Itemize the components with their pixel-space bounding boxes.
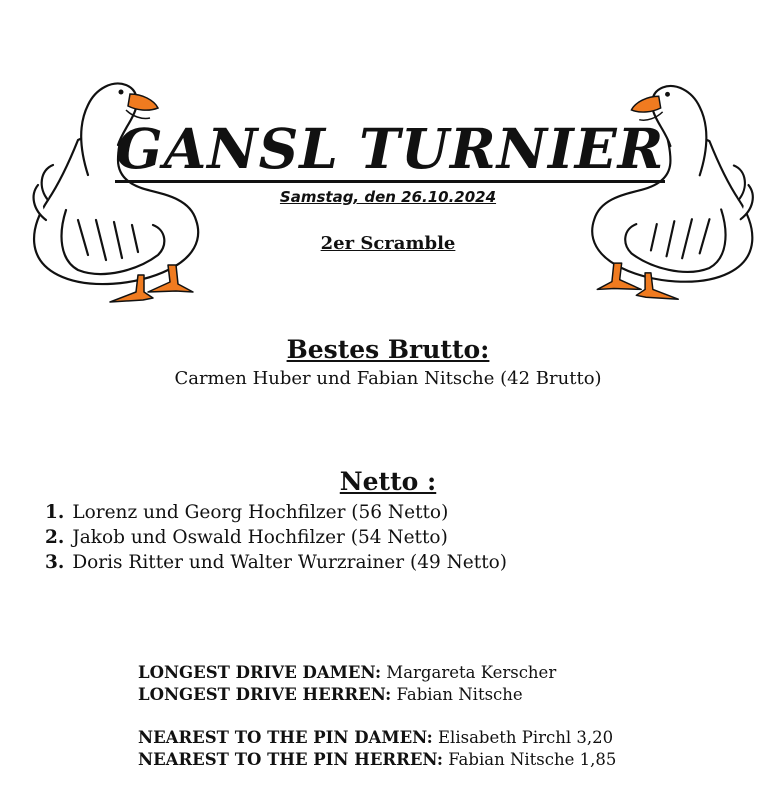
netto-result-text: Doris Ritter und Walter Wurzrainer (49 Netto) — [72, 552, 507, 573]
netto-result-item — [45, 500, 507, 525]
event-format: 2er Scramble — [320, 233, 456, 254]
nearest-pin-herren-row — [138, 749, 616, 771]
netto-rank: 3. — [45, 552, 65, 573]
netto-result-item — [45, 550, 507, 575]
longest-drive-damen-label: LONGEST DRIVE DAMEN: — [138, 663, 382, 682]
longest-drive-herren-label: LONGEST DRIVE HERREN: — [138, 685, 392, 704]
nearest-pin-herren-value: Fabian Nitsche 1,85 — [442, 750, 617, 769]
netto-heading: Netto : — [339, 467, 437, 496]
nearest-pin-damen-label: NEAREST TO THE PIN DAMEN: — [138, 728, 433, 747]
netto-results-list — [45, 500, 507, 575]
brutto-winner: Carmen Huber und Fabian Nitsche (42 Brutto) — [174, 368, 602, 389]
nearest-pin-damen-value: Elisabeth Pirchl 3,20 — [432, 728, 614, 747]
event-date: Samstag, den 26.10.2024 — [279, 188, 497, 206]
special-prizes — [138, 662, 616, 771]
longest-drive-herren-row — [138, 684, 616, 706]
spacer — [138, 706, 616, 727]
longest-drive-herren-value: Fabian Nitsche — [391, 685, 523, 704]
netto-rank: 1. — [45, 502, 65, 523]
netto-rank: 2. — [45, 527, 65, 548]
longest-drive-damen-row — [138, 662, 616, 684]
netto-result-text: Jakob und Oswald Hochfilzer (54 Netto) — [72, 527, 448, 548]
nearest-pin-damen-row — [138, 727, 616, 749]
page-title: GANSL TURNIER — [115, 116, 665, 181]
longest-drive-damen-value: Margareta Kerscher — [381, 663, 557, 682]
nearest-pin-herren-label: NEAREST TO THE PIN HERREN: — [138, 750, 443, 769]
brutto-heading: Bestes Brutto: — [286, 335, 490, 364]
netto-result-text: Lorenz und Georg Hochfilzer (56 Netto) — [72, 502, 449, 523]
netto-result-item — [45, 525, 507, 550]
